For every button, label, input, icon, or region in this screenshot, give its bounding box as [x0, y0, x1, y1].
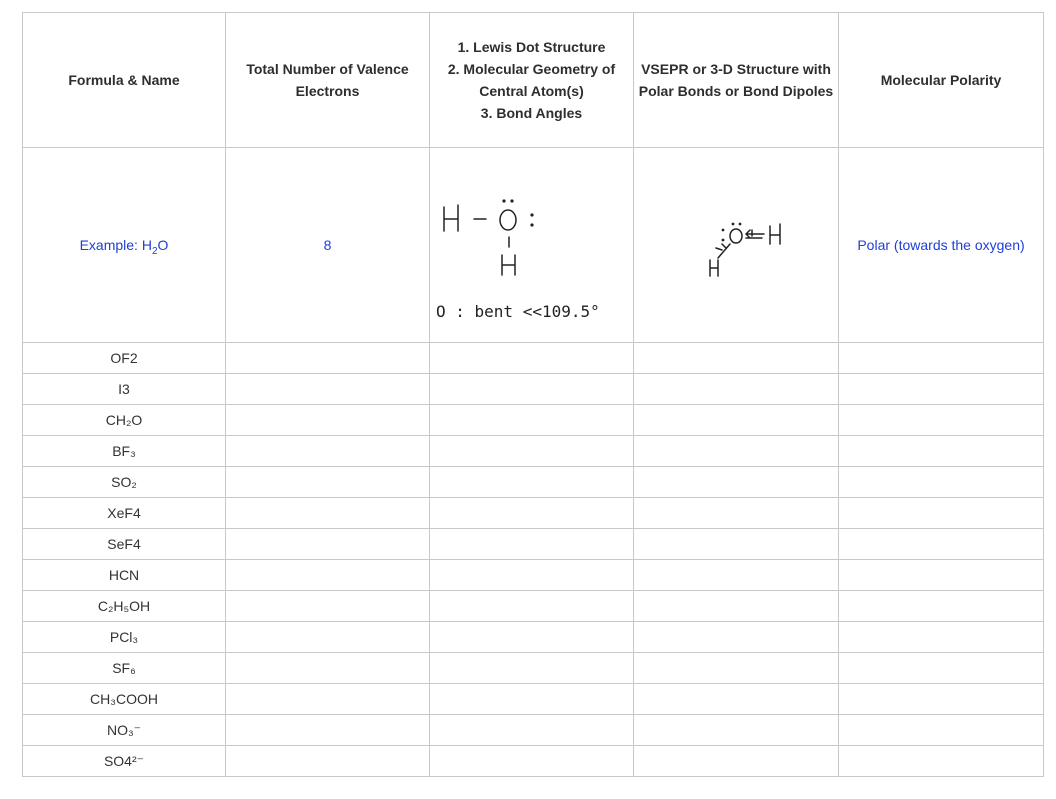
answer-cell[interactable]: [430, 591, 634, 622]
answer-cell[interactable]: [634, 591, 839, 622]
answer-cell[interactable]: [634, 529, 839, 560]
answer-cell[interactable]: [226, 529, 430, 560]
answer-cell[interactable]: [430, 653, 634, 684]
answer-cell[interactable]: [430, 374, 634, 405]
header-lewis-3: 3. Bond Angles: [480, 105, 583, 121]
row-formula: XeF4: [23, 498, 226, 529]
answer-cell[interactable]: [430, 715, 634, 746]
table-row: [23, 560, 1044, 591]
lewis-note: O : bent <<109.5°: [436, 302, 600, 321]
table-row: [23, 498, 1044, 529]
row-formula: CH₃COOH: [23, 684, 226, 715]
answer-cell[interactable]: [634, 684, 839, 715]
header-polarity: Molecular Polarity: [839, 13, 1044, 148]
table-row: [23, 622, 1044, 653]
row-formula: SeF4: [23, 529, 226, 560]
answer-cell[interactable]: [839, 498, 1044, 529]
answer-cell[interactable]: [634, 622, 839, 653]
answer-cell[interactable]: [430, 498, 634, 529]
header-row: [23, 13, 1044, 148]
example-row: [23, 148, 1044, 343]
table-row: [23, 374, 1044, 405]
answer-cell[interactable]: [634, 560, 839, 591]
row-formula: OF2: [23, 343, 226, 374]
answer-cell[interactable]: [839, 591, 1044, 622]
answer-cell[interactable]: [634, 374, 839, 405]
answer-cell[interactable]: [226, 467, 430, 498]
answer-cell[interactable]: [839, 746, 1044, 777]
row-formula: CH₂O: [23, 405, 226, 436]
example-polarity: Polar (towards the oxygen): [839, 148, 1044, 343]
water-vsepr-drawing: [634, 200, 839, 290]
answer-cell[interactable]: [430, 405, 634, 436]
answer-cell[interactable]: [226, 715, 430, 746]
answer-cell[interactable]: [634, 498, 839, 529]
answer-cell[interactable]: [634, 405, 839, 436]
answer-cell[interactable]: [430, 746, 634, 777]
answer-cell[interactable]: [430, 684, 634, 715]
answer-cell[interactable]: [839, 653, 1044, 684]
answer-cell[interactable]: [226, 746, 430, 777]
answer-cell[interactable]: [839, 467, 1044, 498]
answer-cell[interactable]: [839, 715, 1044, 746]
answer-cell[interactable]: [226, 560, 430, 591]
answer-cell[interactable]: [430, 529, 634, 560]
answer-cell[interactable]: [634, 653, 839, 684]
answer-cell[interactable]: [430, 467, 634, 498]
answer-cell[interactable]: [839, 436, 1044, 467]
answer-cell[interactable]: [634, 436, 839, 467]
header-lewis-1: 1. Lewis Dot Structure: [457, 39, 606, 55]
answer-cell[interactable]: [430, 622, 634, 653]
answer-cell[interactable]: [634, 715, 839, 746]
table-row: [23, 684, 1044, 715]
row-formula: SF₆: [23, 653, 226, 684]
answer-cell[interactable]: [839, 374, 1044, 405]
answer-cell[interactable]: [226, 405, 430, 436]
table-row: [23, 653, 1044, 684]
header-lewis: [430, 13, 634, 148]
table-row: [23, 343, 1044, 374]
table-row: [23, 405, 1044, 436]
header-lewis-2: 2. Molecular Geometry of Central Atom(s): [447, 61, 616, 99]
table-row: [23, 436, 1044, 467]
answer-cell[interactable]: [839, 560, 1044, 591]
row-formula: I3: [23, 374, 226, 405]
answer-cell[interactable]: [839, 405, 1044, 436]
answer-cell[interactable]: [430, 436, 634, 467]
example-valence: 8: [226, 148, 430, 343]
answer-cell[interactable]: [634, 746, 839, 777]
header-formula: Formula & Name: [23, 13, 226, 148]
row-formula: C₂H₅OH: [23, 591, 226, 622]
answer-cell[interactable]: [839, 529, 1044, 560]
table-row: [23, 715, 1044, 746]
header-valence: Total Number of Valence Electrons: [226, 13, 430, 148]
example-formula: Example: $H_2O$: [23, 148, 226, 343]
answer-cell[interactable]: [430, 560, 634, 591]
molecule-worksheet-table: [22, 12, 1044, 777]
table-row: [23, 467, 1044, 498]
answer-cell[interactable]: [839, 684, 1044, 715]
water-lewis-drawing: [430, 165, 634, 325]
answer-cell[interactable]: [634, 467, 839, 498]
answer-cell[interactable]: [226, 591, 430, 622]
answer-cell[interactable]: [634, 343, 839, 374]
answer-cell[interactable]: [226, 374, 430, 405]
example-vsepr-structure: [634, 148, 839, 343]
answer-cell[interactable]: [226, 436, 430, 467]
answer-cell[interactable]: [226, 622, 430, 653]
row-formula: SO₂: [23, 467, 226, 498]
answer-cell[interactable]: [226, 343, 430, 374]
table-row: [23, 529, 1044, 560]
row-formula: PCl₃: [23, 622, 226, 653]
row-formula: BF₃: [23, 436, 226, 467]
answer-cell[interactable]: [226, 498, 430, 529]
row-formula: NO₃⁻: [23, 715, 226, 746]
table-row: [23, 591, 1044, 622]
answer-cell[interactable]: [226, 684, 430, 715]
answer-cell[interactable]: [839, 622, 1044, 653]
row-formula: HCN: [23, 560, 226, 591]
row-formula: SO4²⁻: [23, 746, 226, 777]
answer-cell[interactable]: [430, 343, 634, 374]
answer-cell[interactable]: [226, 653, 430, 684]
answer-cell[interactable]: [839, 343, 1044, 374]
header-vsepr: VSEPR or 3-D Structure with Polar Bonds or Bond Dipoles: [634, 13, 839, 148]
example-lewis-structure: [430, 148, 634, 343]
table-row: [23, 746, 1044, 777]
